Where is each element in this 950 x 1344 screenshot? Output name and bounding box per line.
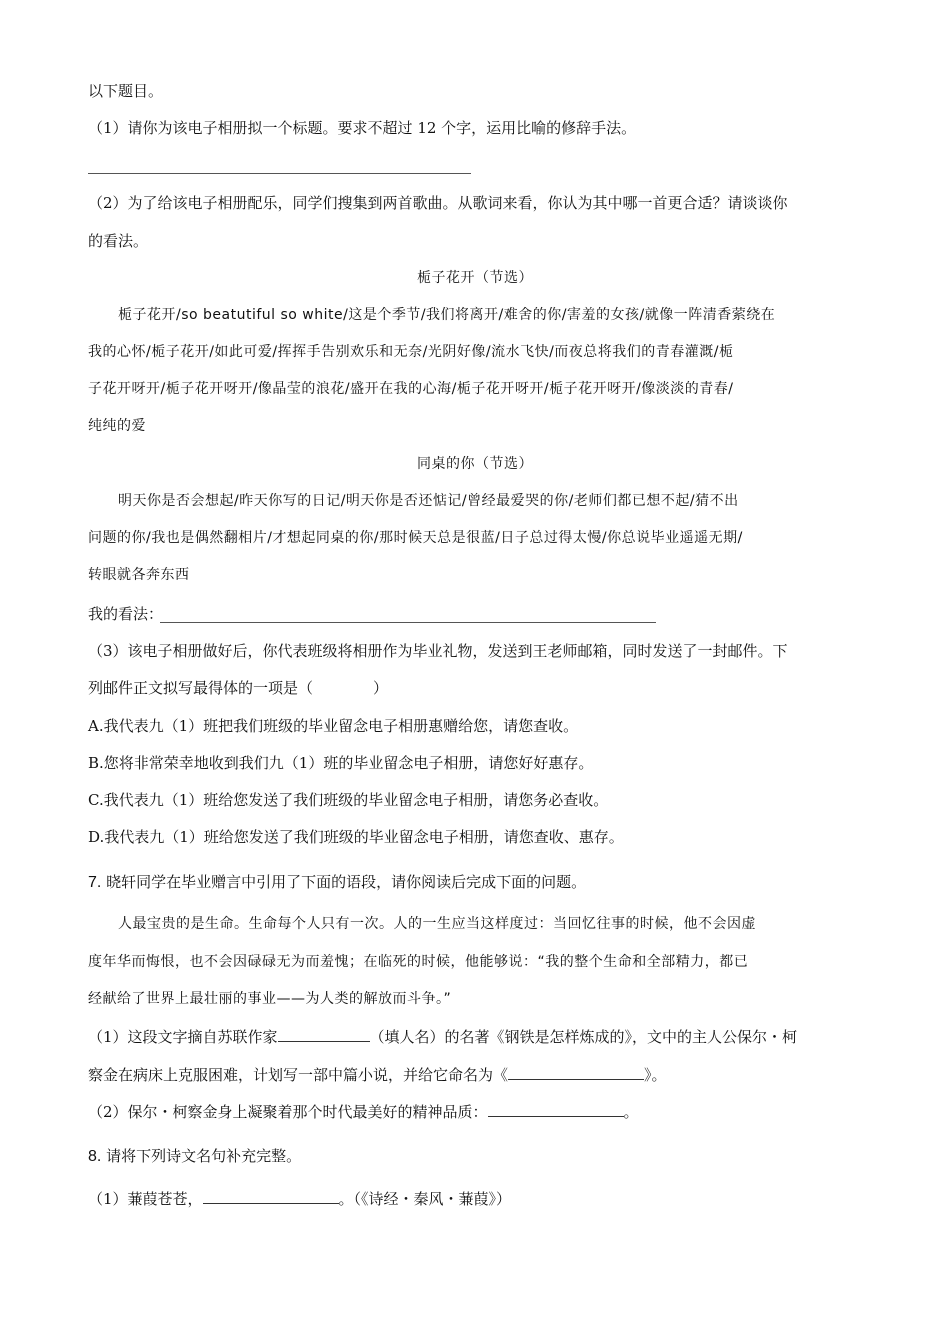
option-c[interactable]: C.我代表九（1）班给您发送了我们班级的毕业留念电子相册，请您务必查收。 [88, 791, 609, 809]
option-a[interactable]: A.我代表九（1）班把我们班级的毕业留念电子相册惠赠给您，请您查收。 [88, 717, 579, 735]
question-7-2-text: （2）保尔・柯察金身上凝聚着那个时代最美好的精神品质： [88, 1103, 488, 1121]
quality-blank[interactable] [488, 1102, 624, 1117]
song1-lyric-line: 栀子花开/so beatutiful so white/这是个季节/我们将离开/难舍的你/害羞的女孩/就像一阵清香萦绕在 [118, 307, 776, 323]
quote-line: 经献给了世界上最壮丽的事业——为人类的解放而斗争。” [88, 991, 452, 1007]
question-7-1-text: 》。 [644, 1066, 667, 1084]
question-6-3-line1: （3）该电子相册做好后，你代表班级将相册作为毕业礼物，发送到王老师邮箱，同时发送了一封邮件。下 [88, 642, 788, 660]
question-7-1-line2 [88, 1065, 667, 1085]
question-8-1-text: 。（《诗经・秦风・蒹葭》） [338, 1190, 512, 1208]
song2-lyric-line: 转眼就各奔东西 [88, 567, 190, 583]
poem-blank[interactable] [203, 1189, 339, 1204]
intro-line: 以下题目。 [88, 82, 164, 100]
song2-title: 同桌的你（节选） [417, 456, 533, 472]
option-b[interactable]: B.您将非常荣幸地收到我们九（1）班的毕业留念电子相册，请您好好惠存。 [88, 754, 594, 772]
question-6-1: （1）请你为该电子相册拟一个标题。要求不超过 12 个字，运用比喻的修辞手法。 [88, 119, 637, 137]
song2-lyric-line: 明天你是否会想起/昨天你写的日记/明天你是否还惦记/曾经最爱哭的你/老师们都已想不起/猜不出 [118, 493, 739, 509]
question-7-1-text: （填人名）的名著《钢铁是怎样炼成的》，文中的主人公保尔・柯 [369, 1028, 798, 1046]
quote-line: 度年华而悔恨，也不会因碌碌无为而羞愧；在临死的时候，他能够说：“我的整个生命和全部精力，都已 [88, 954, 749, 970]
novel-title-blank[interactable] [508, 1065, 644, 1080]
question-7-heading [88, 872, 586, 893]
question-6-2-line1: （2）为了给该电子相册配乐，同学们搜集到两首歌曲。从歌词来看，你认为其中哪一首更合适？请谈谈你 [88, 194, 788, 212]
question-8-1-text: （1）蒹葭苍苍， [88, 1190, 203, 1208]
answer-line-title[interactable] [88, 173, 471, 174]
song1-title: 栀子花开（节选） [417, 270, 533, 286]
song1-lyric-line: 子花开呀开/栀子花开呀开/像晶莹的浪花/盛开在我的心海/栀子花开呀开/栀子花开呀开/像淡淡的青春/ [88, 381, 734, 397]
question-8-number: 8. [88, 1148, 102, 1165]
quote-line: 人最宝贵的是生命。生命每个人只有一次。人的一生应当这样度过：当回忆往事的时候，他不会因虚 [118, 916, 756, 932]
question-7-1-line1 [88, 1027, 797, 1047]
question-7-1-text: 察金在病床上克服困难，计划写一部中篇小说，并给它命名为《 [88, 1066, 509, 1084]
question-7-number: 7. [88, 874, 102, 891]
question-7-1-text: （1）这段文字摘自苏联作家 [88, 1028, 278, 1046]
option-d[interactable]: D.我代表九（1）班给您发送了我们班级的毕业留念电子相册，请您查收、惠存。 [88, 828, 624, 846]
song2-lyric-line: 问题的你/我也是偶然翻相片/才想起同桌的你/那时候天总是很蓝/日子总过得太慢/你总说毕业遥遥无期/ [88, 530, 743, 546]
question-6-2-line2: 的看法。 [88, 232, 149, 250]
question-6-3-line2: 列邮件正文拟写最得体的一项是（ ） [88, 679, 389, 697]
question-8-1 [88, 1189, 511, 1209]
question-7-text: 晓轩同学在毕业赠言中引用了下面的语段，请你阅读后完成下面的问题。 [101, 873, 587, 891]
song1-lyric-line: 我的心怀/栀子花开/如此可爱/挥挥手告别欢乐和无奈/光阴好像/流水飞快/而夜总将我们的青春灌溉/栀 [88, 344, 734, 360]
question-8-text: 请将下列诗文名句补充完整。 [101, 1147, 302, 1165]
question-7-2-text: 。 [623, 1103, 639, 1121]
question-7-2 [88, 1102, 639, 1122]
author-blank[interactable] [278, 1027, 370, 1042]
song1-lyric-line: 纯纯的爱 [88, 418, 146, 434]
my-view-label: 我的看法： [88, 605, 164, 623]
question-8-heading [88, 1146, 301, 1167]
answer-line-view[interactable] [160, 622, 656, 623]
